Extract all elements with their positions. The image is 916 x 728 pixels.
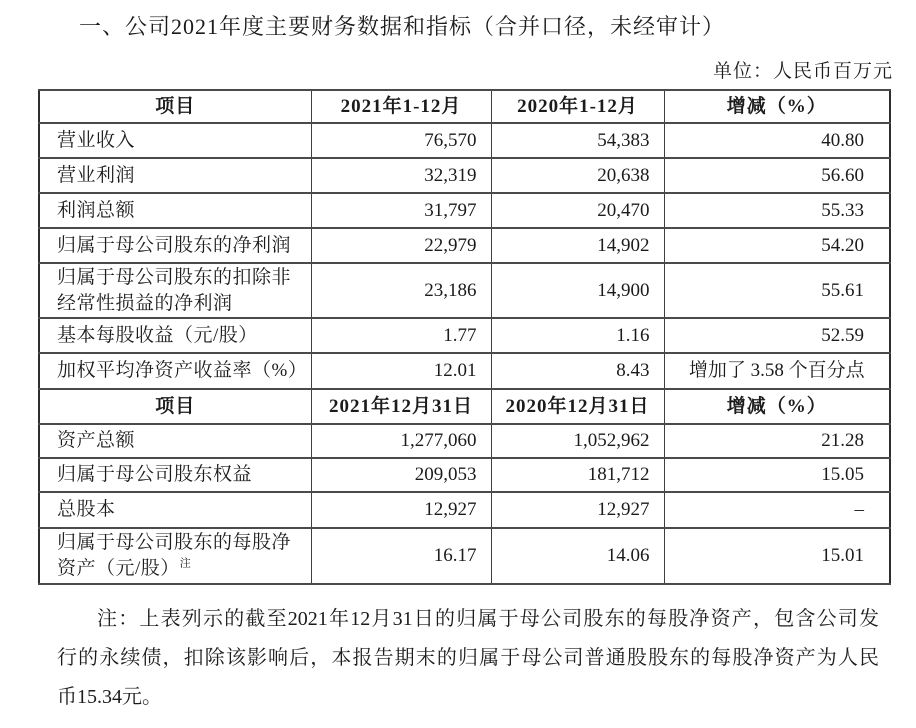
value-2021-cell: 12,927 (311, 492, 491, 528)
change-cell: 40.80 (664, 123, 890, 158)
value-2020-cell: 1.16 (491, 318, 664, 353)
unit-note: 单位：人民币百万元 (712, 61, 893, 82)
value-2021-cell: 23,186 (311, 263, 491, 318)
value-2021-cell: 1.77 (311, 318, 491, 353)
item-cell: 归属于母公司股东的扣除非经常性损益的净利润 (39, 263, 311, 318)
change-cell: 15.05 (664, 458, 890, 492)
value-2021-cell: 209,053 (311, 458, 491, 492)
header-change: 增减（%） (664, 90, 890, 123)
value-2020-cell: 1,052,962 (491, 424, 664, 458)
footnote-line: 币15.34元。 (57, 686, 162, 708)
footnote-line: 行的永续债，扣除该影响后，本报告期末的归属于母公司普通股股东的每股净资产为人民 (57, 647, 879, 669)
value-2021-cell: 32,319 (311, 158, 491, 193)
change-cell: 56.60 (664, 158, 890, 193)
header-2021-period: 2021年1-12月 (311, 90, 491, 123)
item-label: 归属于母公司股东的每股净资产（元/股） (57, 532, 292, 579)
table-header-row-period (39, 90, 890, 123)
header-2020-date: 2020年12月31日 (491, 389, 664, 424)
table-row-operating-profit (39, 158, 890, 193)
table-row-total-profit (39, 193, 890, 228)
item-cell: 归属于母公司股东权益 (39, 458, 311, 492)
change-cell: – (664, 492, 890, 528)
value-2020-cell: 14,902 (491, 228, 664, 263)
change-cell: 55.61 (664, 263, 890, 318)
value-2021-cell: 1,277,060 (311, 424, 491, 458)
value-2021-cell: 31,797 (311, 193, 491, 228)
table-row-total-assets (39, 424, 890, 458)
table-row-revenue (39, 123, 890, 158)
value-2021-cell: 76,570 (311, 123, 491, 158)
item-cell (39, 528, 311, 583)
footnote-line: 注：上表列示的截至2021年12月31日的归属于母公司股东的每股净资产，包含公司发 (97, 608, 879, 630)
header-item: 项目 (39, 90, 311, 123)
header-2021-date: 2021年12月31日 (311, 389, 491, 424)
value-2020-cell: 181,712 (491, 458, 664, 492)
item-cell: 总股本 (39, 492, 311, 528)
value-2020-cell: 14,900 (491, 263, 664, 318)
header-2020-period: 2020年1-12月 (491, 90, 664, 123)
item-cell: 营业收入 (39, 123, 311, 158)
table-row-net-profit-deducted (39, 263, 890, 318)
value-2020-cell: 12,927 (491, 492, 664, 528)
change-cell: 21.28 (664, 424, 890, 458)
item-cell: 利润总额 (39, 193, 311, 228)
footnote (57, 600, 879, 717)
item-cell: 资产总额 (39, 424, 311, 458)
financial-table (38, 89, 891, 585)
value-2020-cell: 14.06 (491, 528, 664, 583)
table-header-row-date (39, 389, 890, 424)
table-row-net-profit-parent (39, 228, 890, 263)
value-2021-cell: 22,979 (311, 228, 491, 263)
item-cell: 加权平均净资产收益率（%） (39, 353, 311, 389)
page-title: 一、公司2021年度主要财务数据和指标（合并口径，未经审计） (79, 14, 726, 39)
table-row-total-share-capital (39, 492, 890, 528)
header-item: 项目 (39, 389, 311, 424)
value-2020-cell: 8.43 (491, 353, 664, 389)
value-2020-cell: 20,638 (491, 158, 664, 193)
header-change: 增减（%） (664, 389, 890, 424)
change-cell: 52.59 (664, 318, 890, 353)
item-cell: 基本每股收益（元/股） (39, 318, 311, 353)
change-cell: 增加了 3.58 个百分点 (664, 353, 890, 389)
change-cell: 54.20 (664, 228, 890, 263)
table-row-parent-equity (39, 458, 890, 492)
value-2021-cell: 16.17 (311, 528, 491, 583)
value-2020-cell: 54,383 (491, 123, 664, 158)
value-2021-cell: 12.01 (311, 353, 491, 389)
value-2020-cell: 20,470 (491, 193, 664, 228)
change-cell: 15.01 (664, 528, 890, 583)
table-row-net-assets-per-share (39, 528, 890, 583)
change-cell: 55.33 (664, 193, 890, 228)
table-row-basic-eps (39, 318, 890, 353)
table-row-weighted-roe (39, 353, 890, 389)
item-cell: 营业利润 (39, 158, 311, 193)
footnote-marker: 注 (179, 557, 192, 570)
item-cell: 归属于母公司股东的净利润 (39, 228, 311, 263)
